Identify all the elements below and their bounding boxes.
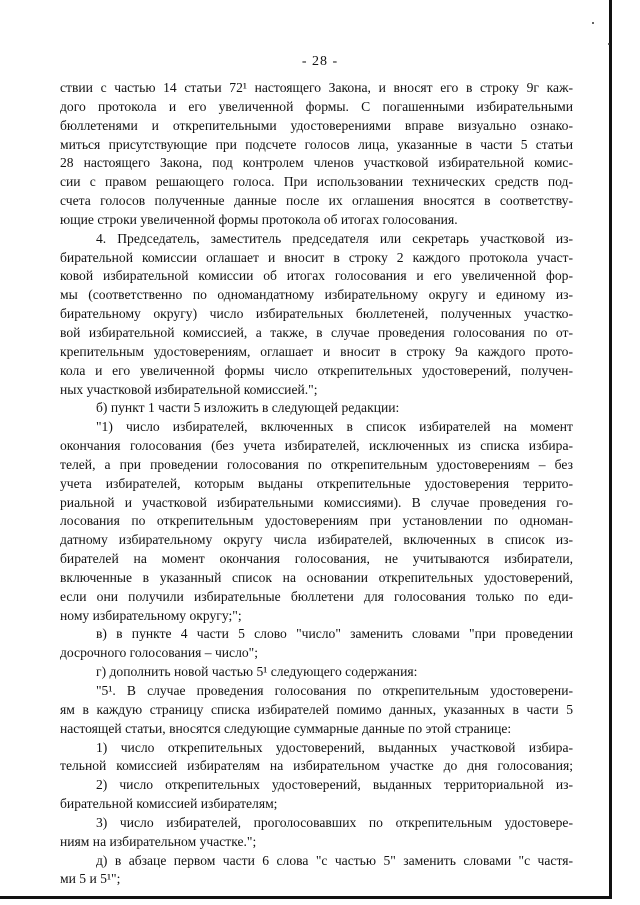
text-line: счета голосов полученные данные после их оглашения вносятся в соответству- (60, 193, 573, 209)
text-line: д) в абзаце первом части 6 слова "с частью 5" заменить словами "с частя- (96, 852, 573, 868)
text-line: кола и его увеличенной формы число открепительных удостоверений, получен- (60, 362, 573, 378)
text-line: б) пункт 1 части 5 изложить в следующей редакции: (96, 400, 400, 416)
text-line: датному избирательному округу числа избирателей, включенных в список из- (60, 532, 573, 548)
text-line: ям в каждую страницу списка избирателей помимо данных, указанных в части 5 (60, 701, 573, 717)
text-line: окончания голосования (без учета избирателей, исключенных из списка избира- (60, 438, 573, 454)
text-line: телей, а при проведении голосования по открепительным удостоверениям – без (60, 456, 573, 472)
text-line: бирателей на момент окончания голосования, не учитываются избиратели, (60, 551, 573, 567)
text-line: дого протокола и его увеличенной формы. С погашенными избирательными (60, 98, 573, 114)
text-line: бирательной комиссии оглашает и вносит в строку 2 каждого протокола участ- (60, 249, 573, 265)
text-line: ковой избирательной комиссии об итогах голосования и его увеличенной фор- (60, 268, 573, 284)
text-line: риальной и участковой избирательными комиссиями). В случае проведения го- (60, 494, 573, 510)
text-line: ющие строки увеличенной формы протокола об итогах голосования. (60, 211, 458, 227)
text-line: бирательному округу) число избирательных бюллетеней, полученных участко- (60, 306, 573, 322)
text-line: крепительным удостоверениям, оглашает и вносит в строку 9а каждого прото- (60, 343, 573, 359)
text-line: ному избирательному округу;"; (60, 607, 242, 623)
text-line: включенные в указанный список на основании открепительных удостоверений, (60, 569, 573, 585)
text-line: 1) число открепительных удостоверений, выданных участковой избира- (96, 739, 573, 755)
text-line: 2) число открепительных удостоверений, выданных территориальной из- (96, 777, 573, 793)
scan-speck (592, 22, 594, 24)
body-text (60, 79, 573, 889)
text-line: учета избирателей, которым выданы открепительные удостоверения террито- (60, 475, 573, 491)
text-line: "5¹. В случае проведения голосования по открепительным удостоверени- (96, 683, 573, 698)
scan-speck (608, 43, 610, 45)
text-line: ми 5 и 5¹"; (60, 871, 121, 887)
text-line: тельной комиссией избирателям на избирательном участке до дня голосования; (60, 758, 573, 774)
text-line: сии с правом решающего голоса. При использовании технических средств под- (60, 174, 573, 190)
text-line: если они получили избирательные бюллетени для голосования только по еди- (60, 588, 573, 604)
page-number: - 28 - (301, 54, 339, 69)
text-line: бирательной комиссией избирателям; (60, 796, 278, 812)
text-line: миться присутствующие при подсчете голосов лица, указанные в части 5 статьи (60, 136, 573, 152)
text-line: 3) число избирателей, проголосовавших по открепительным удостовере- (96, 814, 573, 830)
text-line: настоящей статьи, вносятся следующие суммарные данные по этой странице: (60, 720, 512, 736)
text-line: г) дополнить новой частью 5¹ следующего содержания: (96, 664, 418, 680)
text-line: ствии с частью 14 статьи 72¹ настоящего Закона, и вносят его в строку 9г каж- (60, 80, 573, 95)
text-line: вой избирательной комиссией, а также, в случае проведения голосования по от- (60, 324, 573, 340)
text-line: бюллетенями и открепительными удостоверениями вправе визуально ознако- (60, 117, 573, 133)
text-line: в) в пункте 4 части 5 слово "число" заменить словами "при проведении (96, 626, 573, 642)
scan-edge-right (609, 0, 612, 899)
text-line: досрочного голосования – число"; (60, 645, 258, 661)
text-line: "1) число избирателей, включенных в список избирателей на момент (96, 419, 573, 435)
text-line: ниям на избирательном участке."; (60, 833, 257, 849)
text-line: ных участковой избирательной комиссией."; (60, 381, 318, 397)
scan-edge-bottom (0, 896, 612, 899)
text-line: мы (соответственно по одномандатному избирательному округу и единому из- (60, 287, 573, 303)
text-line: лосования по открепительным удостоверениям при установлении по одноман- (60, 513, 573, 529)
text-line: 4. Председатель, заместитель председателя или секретарь участковой из- (96, 230, 573, 246)
text-line: 28 настоящего Закона, под контролем членов участковой избирательной комис- (60, 155, 573, 171)
